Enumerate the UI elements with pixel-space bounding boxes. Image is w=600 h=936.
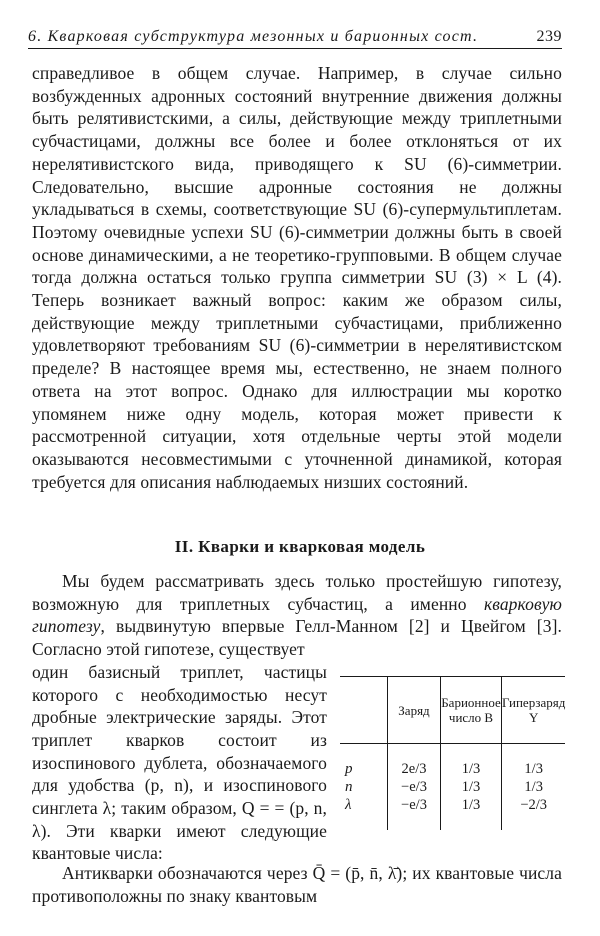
running-header: [28, 26, 562, 49]
table-cell-charge: −e/3: [388, 796, 441, 830]
table-cell-baryon-number: 1/3: [441, 778, 502, 796]
table-cell-baryon-number: 1/3: [441, 796, 502, 830]
table-cell-charge: −e/3: [388, 778, 441, 796]
paragraph-2-part1: Мы будем рассматривать здесь только простейшую гипотезу, возможную для триплетных субчастиц, а именно: [32, 571, 562, 614]
table-row: [340, 744, 565, 779]
quark-quantum-numbers-table: [340, 676, 565, 830]
table-row: [340, 796, 565, 830]
paragraph-2-wrapped-text: один базисный триплет, частицы которого с необходимостью несут дробные электрические заряды. Этот триплет кварков состоит из изоспинового дублета, обозначаемого для удобства (p, n), и изоспинового синглета λ; таким образом, Q = = (p, n, λ). Эти кварки имеют следующие квантовые числа:: [32, 661, 327, 864]
table-cell-particle: n: [340, 778, 388, 796]
table-header-hypercharge: Гиперзаряд Y: [502, 677, 566, 744]
table-cell-hypercharge: −2/3: [520, 796, 548, 813]
table-cell-baryon-number: 1/3: [441, 744, 502, 779]
table-header-charge: Заряд: [388, 677, 441, 744]
emphasis-quark-hypothesis: кварковую гипотезу: [32, 593, 562, 637]
table-cell-hypercharge: 1/3: [524, 778, 543, 795]
chapter-title: 6. Кварковая субструктура мезонных и барионных сост.: [28, 28, 479, 45]
page-number: 239: [536, 28, 562, 45]
paragraph-3: Антикварки обозначаются через Q̄ = (p̄, n̄, λ̄); их квантовые числа противоположны по знаку квантовым: [32, 863, 562, 906]
paragraph-2-part2: , выдвинутую впервые Гелл-Манном [2] и Цвейгом [3]. Согласно этой гипотезе, существует: [32, 616, 562, 660]
table-header-row: [340, 677, 565, 744]
paragraph-1: справедливое в общем случае. Например, в случае сильно возбужденных адронных состояний внутренние движения должны быть релятивистскими, а силы, действующие между триплетными субчастицами, должны все более и более отклоняться от их нерелятивистского вида, приводящего к SU (6)-симметрии. Следовательно, высшие адронные состояния не должны укладываться в схемы, соответствующие SU (6)-супермультиплетам. Поэтому очевидные успехи SU (6)-симметрии должны быть в своей основе динамическими, а не теоретико-групповыми. В общем случае тогда должна остаться только группа симметрии SU (3) × L (4). Теперь возникает важный вопрос: каким же образом силы, действующие между триплетными субчастицами, приближенно удовлетворяют требованиям SU (6)-симметрии в нерелятивистском пределе? В настоящее время мы, естественно, не знаем полного ответа на этот вопрос. Однако для иллюстрации мы коротко упомянем ниже одну модель, которая может привести к рассмотренной ситуации, хотя отдельные черты этой модели оказываются несовместимыми с уточненной динамикой, которая требуется для описания наблюдаемых низших состояний.: [32, 63, 562, 492]
table-row: [340, 778, 565, 796]
section-heading: II. Кварки и кварковая модель: [174, 537, 426, 556]
table-header-baryon-number: Барионное число B: [441, 677, 502, 744]
table-cell-particle: p: [340, 744, 388, 779]
table-cell-charge: 2e/3: [388, 744, 441, 779]
table-header-particle: [340, 677, 388, 744]
table-cell-particle: λ: [340, 796, 388, 830]
table-cell-hypercharge: 1/3: [524, 760, 543, 777]
